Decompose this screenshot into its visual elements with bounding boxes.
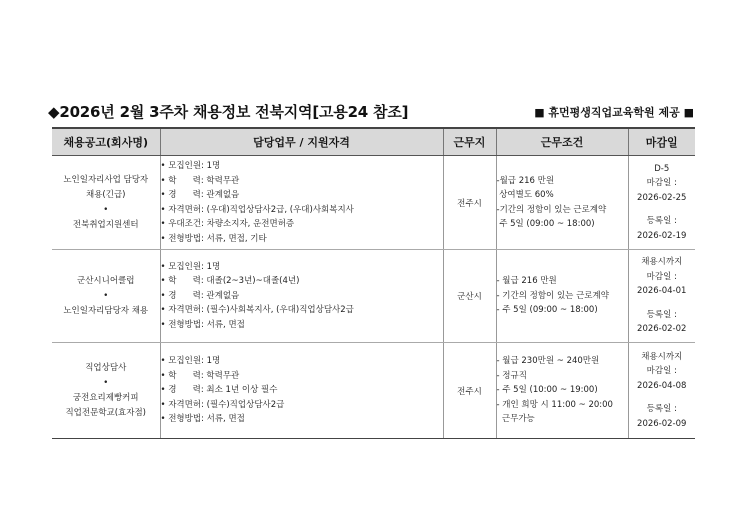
company-cell [52, 156, 160, 250]
duty-line: • 전형방법: 서류, 면접 [160, 414, 245, 425]
duty-line: • 우대조건: 차량소지자, 운전면허증 [160, 219, 295, 229]
deadline-status: 채용시까지 [641, 351, 683, 362]
conditions-cell [496, 156, 628, 250]
duty-line: • 학 력: 학력무관 [160, 370, 240, 381]
deadline-label: 마감일 : [646, 366, 677, 377]
duty-line: • 학 력: 대졸(2~3년)~대졸(4년) [160, 276, 300, 287]
duty-line: • 학 력: 학력무관 [160, 175, 240, 186]
duties-cell [160, 343, 443, 439]
condition-line: -기간의 정함이 있는 근로계약 [496, 204, 607, 215]
deadline-label: 마감일 : [646, 178, 677, 189]
deadline-label: 마감일 : [646, 271, 677, 282]
location-cell: 전주시 [443, 343, 496, 439]
company-line: 채용(긴급) [86, 189, 126, 200]
deadline-date: 2026-04-01 [637, 286, 687, 297]
conditions-cell [496, 343, 628, 439]
column-header-company: 채용공고(회사명) [52, 128, 160, 156]
registered-label: 등록일 : [646, 216, 677, 227]
condition-line: 근무가능 [496, 414, 535, 425]
duty-line: • 자격면허: (우대)직업상담사2급, (우대)사회복지사 [160, 204, 354, 215]
duty-line: • 경 력: 관계없음 [160, 190, 240, 200]
duty-line: • 모집인원: 1명 [160, 261, 221, 272]
duty-line: • 전형방법: 서류, 면접, 기타 [160, 233, 267, 244]
condition-line: - 월급 216 만원 [496, 276, 557, 287]
location-cell: 전주시 [443, 156, 496, 250]
column-header-conditions: 근무조건 [496, 128, 628, 156]
company-line: 직업상담사 [85, 362, 127, 373]
duty-line: • 자격면허: (필수)사회복지사, (우대)직업상담사2급 [160, 305, 354, 316]
company-line: 전북취업지원센터 [72, 219, 139, 230]
page-title: ◆2026년 2월 3주차 채용정보 전북지역[고용24 참조] [48, 103, 409, 121]
provider-label: ■ 휴먼평생직업교육학원 제공 ■ [534, 106, 694, 119]
deadline-cell [628, 343, 695, 439]
condition-line: - 주 5일 (09:00 ~ 18:00) [496, 305, 598, 316]
company-line: 노인일자리사업 담당자 [63, 174, 149, 185]
column-header-duties: 담당업무 / 지원자격 [160, 128, 443, 156]
condition-line: 상여별도 60% [496, 190, 554, 200]
registered-date: 2026-02-02 [637, 324, 687, 335]
duty-line: • 전형방법: 서류, 면접 [160, 319, 245, 330]
table-row [52, 156, 695, 250]
deadline-date: 2026-04-08 [637, 380, 687, 391]
condition-line: - 개인 희망 시 11:00 ~ 20:00 [496, 399, 613, 410]
company-line: 궁전요리제빵커피 [72, 392, 139, 403]
condition-line: - 정규직 [496, 370, 527, 381]
table-row [52, 250, 695, 343]
duty-line: • 경 력: 최소 1년 이상 필수 [160, 385, 278, 396]
duty-line: • 모집인원: 1명 [160, 161, 221, 171]
registered-date: 2026-02-19 [637, 230, 687, 241]
deadline-cell [628, 250, 695, 343]
condition-line: 주 5일 (09:00 ~ 18:00) [496, 219, 595, 229]
table-row [52, 343, 695, 439]
location-cell: 군산시 [443, 250, 496, 343]
duty-line: • 자격면허: (필수)직업상담사2급 [160, 399, 285, 410]
condition-line: - 기간의 정함이 있는 근로계약 [496, 290, 609, 301]
conditions-cell [496, 250, 628, 343]
company-line: 직업전문학교(효자점) [65, 407, 147, 418]
job-table [52, 127, 695, 439]
deadline-date: 2026-02-25 [637, 192, 687, 203]
duty-line: • 모집인원: 1명 [160, 356, 221, 367]
condition-line: - 주 5일 (10:00 ~ 19:00) [496, 385, 598, 396]
column-header-location: 근무지 [443, 128, 496, 156]
company-separator: • [103, 204, 109, 215]
registered-label: 등록일 : [646, 404, 677, 415]
deadline-cell [628, 156, 695, 250]
deadline-status: 채용시까지 [641, 257, 683, 268]
condition-line: -월급 216 만원 [496, 175, 555, 186]
duty-line: • 경 력: 관계없음 [160, 290, 240, 301]
duties-cell [160, 156, 443, 250]
registered-date: 2026-02-09 [637, 418, 687, 429]
company-cell [52, 250, 160, 343]
company-line: 군산시니어클럽 [77, 275, 135, 286]
condition-line: - 월급 230만원 ~ 240만원 [496, 356, 600, 367]
column-header-deadline: 마감일 [628, 128, 695, 156]
company-line: 노인일자리담당자 채용 [63, 305, 149, 316]
company-separator: • [103, 377, 109, 388]
registered-label: 등록일 : [646, 309, 677, 320]
company-separator: • [103, 290, 109, 301]
table-header-row [52, 128, 695, 156]
duties-cell [160, 250, 443, 343]
company-cell [52, 343, 160, 439]
deadline-status: D-5 [654, 163, 670, 174]
